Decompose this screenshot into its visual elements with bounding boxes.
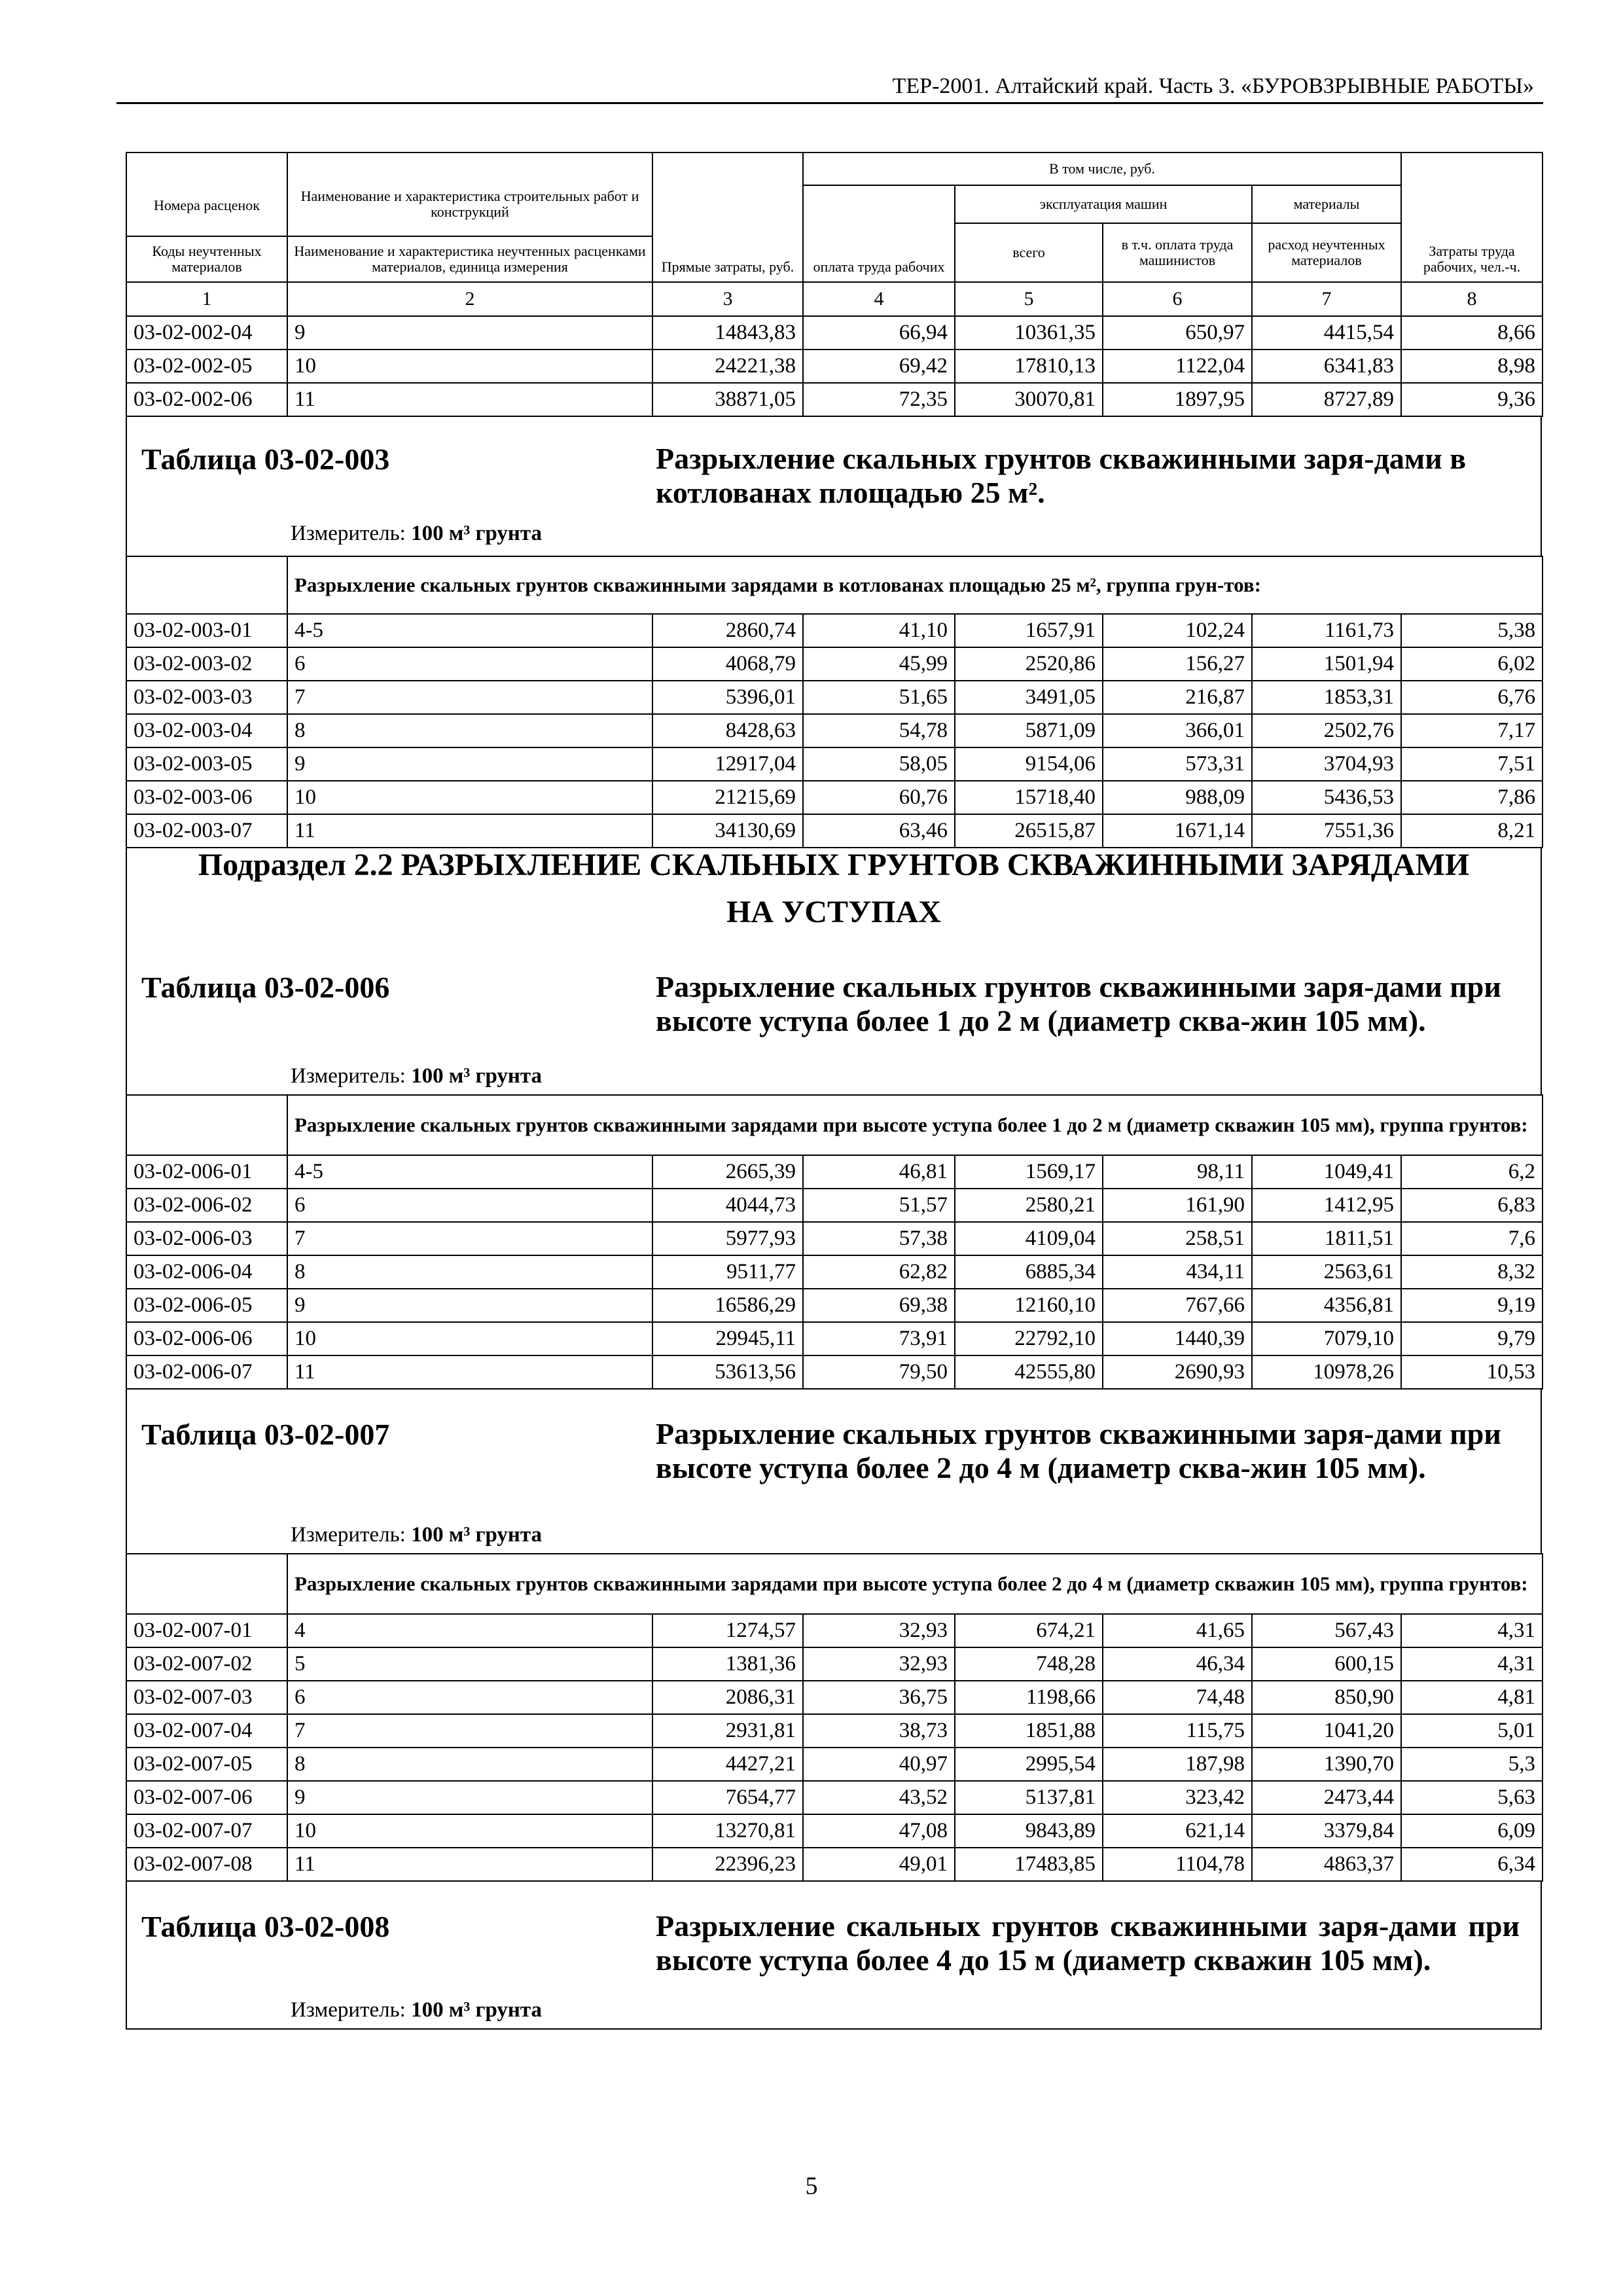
materials-cost: 1501,94	[1252, 647, 1401, 681]
subsection-heading	[126, 847, 1542, 970]
machine-total: 674,21	[955, 1614, 1103, 1647]
materials-cost: 1161,73	[1252, 614, 1401, 647]
table-row	[126, 350, 1543, 383]
materials-cost: 2473,44	[1252, 1781, 1401, 1814]
materials-cost: 8727,89	[1252, 383, 1401, 416]
rock-group: 8	[287, 1255, 652, 1289]
machinist-wages: 650,97	[1103, 316, 1252, 350]
machine-total: 1657,91	[955, 614, 1103, 647]
materials-cost: 2502,76	[1252, 714, 1401, 747]
table-row	[126, 1848, 1543, 1881]
col-num: 7	[1252, 282, 1401, 316]
direct-cost: 21215,69	[652, 781, 803, 814]
rate-code: 03-02-007-02	[126, 1647, 287, 1681]
rate-code: 03-02-006-05	[126, 1289, 287, 1322]
table-row	[126, 1681, 1543, 1714]
machine-total: 15718,40	[955, 781, 1103, 814]
labor-wages: 69,42	[803, 350, 955, 383]
labor-hours: 9,19	[1401, 1289, 1543, 1322]
rate-code: 03-02-003-05	[126, 747, 287, 781]
machinist-wages: 1671,14	[1103, 814, 1252, 848]
header-c3: Прямые затраты, руб.	[652, 152, 803, 282]
group-title-empty	[126, 1554, 287, 1614]
direct-cost: 14843,83	[652, 316, 803, 350]
machine-total: 1851,88	[955, 1714, 1103, 1748]
machine-total: 3491,05	[955, 681, 1103, 714]
labor-hours: 4,31	[1401, 1614, 1543, 1647]
rate-code: 03-02-006-07	[126, 1355, 287, 1389]
table-row	[126, 614, 1543, 647]
rate-code: 03-02-006-06	[126, 1322, 287, 1355]
direct-cost: 1274,57	[652, 1614, 803, 1647]
table-title: Разрыхление скальных грунтов скважинными заря-дами в котлованах площадью 25 м².	[656, 442, 1467, 509]
labor-hours: 6,76	[1401, 681, 1543, 714]
table-row	[126, 1189, 1543, 1222]
machine-total: 1569,17	[955, 1155, 1103, 1189]
table-row	[126, 1289, 1543, 1322]
rock-group: 4	[287, 1614, 652, 1647]
table-007	[126, 1553, 1543, 1882]
col-num: 6	[1103, 282, 1252, 316]
labor-hours: 6,2	[1401, 1155, 1543, 1189]
direct-cost: 29945,11	[652, 1322, 803, 1355]
materials-cost: 1049,41	[1252, 1155, 1401, 1189]
materials-cost: 4863,37	[1252, 1848, 1401, 1881]
header-c8: Затраты труда рабочих, чел.-ч.	[1401, 152, 1543, 282]
header-c2a: Наименование и характеристика строительных работ и конструкций	[287, 152, 652, 236]
machinist-wages: 573,31	[1103, 747, 1252, 781]
labor-hours: 9,79	[1401, 1322, 1543, 1355]
rate-code: 03-02-003-03	[126, 681, 287, 714]
rock-group: 7	[287, 1714, 652, 1748]
group-title: Разрыхление скальных грунтов скважинными зарядами в котлованах площадью 25 м², группа грун-тов:	[287, 556, 1543, 614]
labor-wages: 38,73	[803, 1714, 955, 1748]
table-row	[126, 1222, 1543, 1255]
labor-hours: 6,83	[1401, 1189, 1543, 1222]
machinist-wages: 2690,93	[1103, 1355, 1252, 1389]
column-header	[126, 152, 1543, 317]
rock-group: 8	[287, 714, 652, 747]
table-number: Таблица 03-02-006	[141, 971, 390, 1004]
labor-wages: 41,10	[803, 614, 955, 647]
materials-cost: 2563,61	[1252, 1255, 1401, 1289]
materials-cost: 7551,36	[1252, 814, 1401, 848]
direct-cost: 38871,05	[652, 383, 803, 416]
labor-hours: 8,32	[1401, 1255, 1543, 1289]
direct-cost: 16586,29	[652, 1289, 803, 1322]
direct-cost: 24221,38	[652, 350, 803, 383]
machine-total: 2520,86	[955, 647, 1103, 681]
labor-hours: 6,34	[1401, 1848, 1543, 1881]
labor-wages: 51,65	[803, 681, 955, 714]
col-num: 5	[955, 282, 1103, 316]
machinist-wages: 1440,39	[1103, 1322, 1252, 1355]
machinist-wages: 102,24	[1103, 614, 1252, 647]
machine-total: 4109,04	[955, 1222, 1103, 1255]
direct-cost: 4044,73	[652, 1189, 803, 1222]
direct-cost: 12917,04	[652, 747, 803, 781]
table-row	[126, 1814, 1543, 1848]
table-003	[126, 556, 1543, 848]
direct-cost: 5396,01	[652, 681, 803, 714]
labor-wages: 63,46	[803, 814, 955, 848]
subsection-title-line1: Подраздел 2.2 РАЗРЫХЛЕНИЕ СКАЛЬНЫХ ГРУНТОВ СКВАЖИННЫМИ ЗАРЯДАМИ	[198, 848, 1470, 882]
rock-group: 4-5	[287, 614, 652, 647]
direct-cost: 13270,81	[652, 1814, 803, 1848]
machine-total: 9843,89	[955, 1814, 1103, 1848]
table-row	[126, 1714, 1543, 1748]
rock-group: 10	[287, 1322, 652, 1355]
machine-total: 22792,10	[955, 1322, 1103, 1355]
col-num: 4	[803, 282, 955, 316]
rock-group: 11	[287, 383, 652, 416]
table-row	[126, 814, 1543, 848]
table-row	[126, 781, 1543, 814]
table-row	[126, 647, 1543, 681]
labor-wages: 43,52	[803, 1781, 955, 1814]
header-machines: эксплуатация машин	[955, 185, 1252, 223]
materials-cost: 1811,51	[1252, 1222, 1401, 1255]
machinist-wages: 323,42	[1103, 1781, 1252, 1814]
labor-hours: 5,3	[1401, 1748, 1543, 1781]
table-title: Разрыхление скальных грунтов скважинными заря-дами при высоте уступа более 2 до 4 м (диаметр сква-жин 105 мм).	[656, 1417, 1501, 1484]
machinist-wages: 621,14	[1103, 1814, 1252, 1848]
machinist-wages: 41,65	[1103, 1614, 1252, 1647]
rock-group: 10	[287, 350, 652, 383]
labor-wages: 40,97	[803, 1748, 955, 1781]
page-header	[116, 69, 1543, 104]
rate-code: 03-02-006-02	[126, 1189, 287, 1222]
labor-wages: 73,91	[803, 1322, 955, 1355]
machinist-wages: 1122,04	[1103, 350, 1252, 383]
rock-group: 8	[287, 1748, 652, 1781]
labor-hours: 5,01	[1401, 1714, 1543, 1748]
direct-cost: 5977,93	[652, 1222, 803, 1255]
labor-wages: 49,01	[803, 1848, 955, 1881]
rock-group: 9	[287, 316, 652, 350]
group-title: Разрыхление скальных грунтов скважинными зарядами при высоте уступа более 1 до 2 м (диаметр скважин 105 мм), группа грунтов:	[287, 1095, 1543, 1155]
labor-wages: 46,81	[803, 1155, 955, 1189]
header-materials: материалы	[1252, 185, 1401, 223]
rate-code: 03-02-007-03	[126, 1681, 287, 1714]
price-table-sheet	[126, 152, 1542, 2080]
machine-total: 2995,54	[955, 1748, 1103, 1781]
col-num: 2	[287, 282, 652, 316]
machinist-wages: 74,48	[1103, 1681, 1252, 1714]
table-title: Разрыхление скальных грунтов скважинными заря-дами при высоте уступа более 1 до 2 м (диаметр сква-жин 105 мм).	[656, 970, 1501, 1037]
machinist-wages: 156,27	[1103, 647, 1252, 681]
subsection-title-line2: НА УСТУПАХ	[726, 895, 941, 929]
table-row	[126, 1255, 1543, 1289]
table-number: Таблица 03-02-003	[141, 442, 390, 476]
rate-code: 03-02-007-01	[126, 1614, 287, 1647]
rate-code: 03-02-003-01	[126, 614, 287, 647]
table-007-heading	[126, 1388, 1542, 1553]
labor-hours: 7,17	[1401, 714, 1543, 747]
rock-group: 4-5	[287, 1155, 652, 1189]
machine-total: 5137,81	[955, 1781, 1103, 1814]
machine-total: 2580,21	[955, 1189, 1103, 1222]
rate-code: 03-02-007-07	[126, 1814, 287, 1848]
rock-group: 11	[287, 814, 652, 848]
machine-total: 9154,06	[955, 747, 1103, 781]
table-006-heading	[126, 970, 1542, 1094]
rock-group: 7	[287, 1222, 652, 1255]
group-title: Разрыхление скальных грунтов скважинными зарядами при высоте уступа более 2 до 4 м (диаметр скважин 105 мм), группа грунтов:	[287, 1554, 1543, 1614]
machinist-wages: 366,01	[1103, 714, 1252, 747]
machine-total: 5871,09	[955, 714, 1103, 747]
machinist-wages: 187,98	[1103, 1748, 1252, 1781]
rock-group: 9	[287, 1289, 652, 1322]
table-row	[126, 1322, 1543, 1355]
direct-cost: 2665,39	[652, 1155, 803, 1189]
unit-of-measure: Измеритель: 100 м³ грунта	[291, 522, 543, 545]
labor-hours: 6,02	[1401, 647, 1543, 681]
materials-cost: 567,43	[1252, 1614, 1401, 1647]
rate-code: 03-02-007-06	[126, 1781, 287, 1814]
table-002-rows	[126, 315, 1543, 417]
materials-cost: 1390,70	[1252, 1748, 1401, 1781]
machinist-wages: 434,11	[1103, 1255, 1252, 1289]
unit-of-measure: Измеритель: 100 м³ грунта	[291, 1523, 543, 1547]
machinist-wages: 216,87	[1103, 681, 1252, 714]
labor-hours: 9,36	[1401, 383, 1543, 416]
materials-cost: 6341,83	[1252, 350, 1401, 383]
table-row	[126, 1614, 1543, 1647]
labor-wages: 58,05	[803, 747, 955, 781]
direct-cost: 4068,79	[652, 647, 803, 681]
table-008-heading	[126, 1880, 1542, 2030]
labor-wages: 62,82	[803, 1255, 955, 1289]
rate-code: 03-02-006-03	[126, 1222, 287, 1255]
running-title: ТЕР-2001. Алтайский край. Часть 3. «БУРОВЗРЫВНЫЕ РАБОТЫ»	[892, 74, 1534, 98]
machinist-wages: 115,75	[1103, 1714, 1252, 1748]
materials-cost: 850,90	[1252, 1681, 1401, 1714]
rate-code: 03-02-003-06	[126, 781, 287, 814]
page-number: 5	[805, 2172, 818, 2200]
labor-wages: 66,94	[803, 316, 955, 350]
header-c6: в т.ч. оплата труда машинистов	[1103, 223, 1252, 282]
rate-code: 03-02-003-04	[126, 714, 287, 747]
rock-group: 5	[287, 1647, 652, 1681]
direct-cost: 22396,23	[652, 1848, 803, 1881]
rate-code: 03-02-006-01	[126, 1155, 287, 1189]
rate-code: 03-02-007-05	[126, 1748, 287, 1781]
labor-hours: 7,86	[1401, 781, 1543, 814]
materials-cost: 4356,81	[1252, 1289, 1401, 1322]
header-c1b: Коды неучтенных материалов	[126, 236, 287, 282]
rate-code: 03-02-003-02	[126, 647, 287, 681]
direct-cost: 1381,36	[652, 1647, 803, 1681]
rock-group: 10	[287, 781, 652, 814]
machinist-wages: 1897,95	[1103, 383, 1252, 416]
materials-cost: 7079,10	[1252, 1322, 1401, 1355]
table-row	[126, 1355, 1543, 1389]
col-num: 1	[126, 282, 287, 316]
table-row	[126, 681, 1543, 714]
machinist-wages: 46,34	[1103, 1647, 1252, 1681]
machine-total: 42555,80	[955, 1355, 1103, 1389]
machine-total: 17483,85	[955, 1848, 1103, 1881]
labor-wages: 69,38	[803, 1289, 955, 1322]
rate-code: 03-02-002-06	[126, 383, 287, 416]
group-title-empty	[126, 1095, 287, 1155]
labor-hours: 8,21	[1401, 814, 1543, 848]
materials-cost: 3379,84	[1252, 1814, 1401, 1848]
labor-hours: 4,31	[1401, 1647, 1543, 1681]
rock-group: 11	[287, 1848, 652, 1881]
labor-hours: 8,66	[1401, 316, 1543, 350]
machine-total: 6885,34	[955, 1255, 1103, 1289]
table-row	[126, 1748, 1543, 1781]
labor-hours: 5,38	[1401, 614, 1543, 647]
header-c7: расход неучтенных материалов	[1252, 223, 1401, 282]
rate-code: 03-02-007-08	[126, 1848, 287, 1881]
rock-group: 6	[287, 647, 652, 681]
rate-code: 03-02-007-04	[126, 1714, 287, 1748]
table-row	[126, 747, 1543, 781]
materials-cost: 1041,20	[1252, 1714, 1401, 1748]
labor-hours: 7,51	[1401, 747, 1543, 781]
labor-wages: 47,08	[803, 1814, 955, 1848]
table-number: Таблица 03-02-008	[141, 1910, 390, 1943]
direct-cost: 2860,74	[652, 614, 803, 647]
machine-total: 1198,66	[955, 1681, 1103, 1714]
rock-group: 6	[287, 1189, 652, 1222]
table-006	[126, 1094, 1543, 1390]
rock-group: 6	[287, 1681, 652, 1714]
machinist-wages: 161,90	[1103, 1189, 1252, 1222]
rate-code: 03-02-002-04	[126, 316, 287, 350]
rock-group: 7	[287, 681, 652, 714]
unit-of-measure: Измеритель: 100 м³ грунта	[291, 1064, 543, 1088]
direct-cost: 9511,77	[652, 1255, 803, 1289]
table-row	[126, 1647, 1543, 1681]
col-num: 8	[1401, 282, 1543, 316]
machinist-wages: 767,66	[1103, 1289, 1252, 1322]
unit-of-measure: Измеритель: 100 м³ грунта	[291, 1998, 543, 2022]
rock-group: 9	[287, 1781, 652, 1814]
labor-hours: 4,81	[1401, 1681, 1543, 1714]
table-003-heading	[126, 417, 1542, 556]
rate-code: 03-02-003-07	[126, 814, 287, 848]
header-c4: оплата труда рабочих	[803, 185, 955, 282]
machine-total: 748,28	[955, 1647, 1103, 1681]
direct-cost: 2086,31	[652, 1681, 803, 1714]
rate-code: 03-02-006-04	[126, 1255, 287, 1289]
materials-cost: 10978,26	[1252, 1355, 1401, 1389]
table-title: Разрыхление скальных грунтов скважинными заря-дами при высоте уступа более 4 до 15 м (диаметр скважин 105 мм).	[656, 1909, 1520, 1977]
labor-wages: 51,57	[803, 1189, 955, 1222]
header-c5: всего	[955, 223, 1103, 282]
labor-hours: 10,53	[1401, 1355, 1543, 1389]
header-included: В том числе, руб.	[803, 152, 1401, 185]
direct-cost: 8428,63	[652, 714, 803, 747]
labor-hours: 7,6	[1401, 1222, 1543, 1255]
materials-cost: 1412,95	[1252, 1189, 1401, 1222]
labor-wages: 54,78	[803, 714, 955, 747]
labor-wages: 72,35	[803, 383, 955, 416]
materials-cost: 3704,93	[1252, 747, 1401, 781]
materials-cost: 4415,54	[1252, 316, 1401, 350]
header-c1a: Номера расценок	[126, 152, 287, 236]
machine-total: 12160,10	[955, 1289, 1103, 1322]
table-row	[126, 383, 1543, 416]
table-row	[126, 1781, 1543, 1814]
labor-wages: 32,93	[803, 1647, 955, 1681]
materials-cost: 1853,31	[1252, 681, 1401, 714]
machinist-wages: 1104,78	[1103, 1848, 1252, 1881]
table-number: Таблица 03-02-007	[141, 1418, 390, 1451]
machinist-wages: 258,51	[1103, 1222, 1252, 1255]
labor-wages: 45,99	[803, 647, 955, 681]
labor-wages: 60,76	[803, 781, 955, 814]
machinist-wages: 98,11	[1103, 1155, 1252, 1189]
labor-hours: 5,63	[1401, 1781, 1543, 1814]
direct-cost: 53613,56	[652, 1355, 803, 1389]
direct-cost: 4427,21	[652, 1748, 803, 1781]
machine-total: 26515,87	[955, 814, 1103, 848]
machine-total: 10361,35	[955, 316, 1103, 350]
direct-cost: 2931,81	[652, 1714, 803, 1748]
labor-hours: 8,98	[1401, 350, 1543, 383]
table-row	[126, 714, 1543, 747]
machinist-wages: 988,09	[1103, 781, 1252, 814]
header-c2b: Наименование и характеристика неучтенных расценками материалов, единица измерения	[287, 236, 652, 282]
direct-cost: 34130,69	[652, 814, 803, 848]
materials-cost: 5436,53	[1252, 781, 1401, 814]
labor-wages: 57,38	[803, 1222, 955, 1255]
labor-wages: 32,93	[803, 1614, 955, 1647]
labor-wages: 79,50	[803, 1355, 955, 1389]
machine-total: 17810,13	[955, 350, 1103, 383]
rock-group: 11	[287, 1355, 652, 1389]
table-row	[126, 1155, 1543, 1189]
direct-cost: 7654,77	[652, 1781, 803, 1814]
labor-wages: 36,75	[803, 1681, 955, 1714]
table-row	[126, 316, 1543, 350]
rock-group: 10	[287, 1814, 652, 1848]
rock-group: 9	[287, 747, 652, 781]
materials-cost: 600,15	[1252, 1647, 1401, 1681]
rate-code: 03-02-002-05	[126, 350, 287, 383]
machine-total: 30070,81	[955, 383, 1103, 416]
labor-hours: 6,09	[1401, 1814, 1543, 1848]
col-num: 3	[652, 282, 803, 316]
group-title-empty	[126, 556, 287, 614]
